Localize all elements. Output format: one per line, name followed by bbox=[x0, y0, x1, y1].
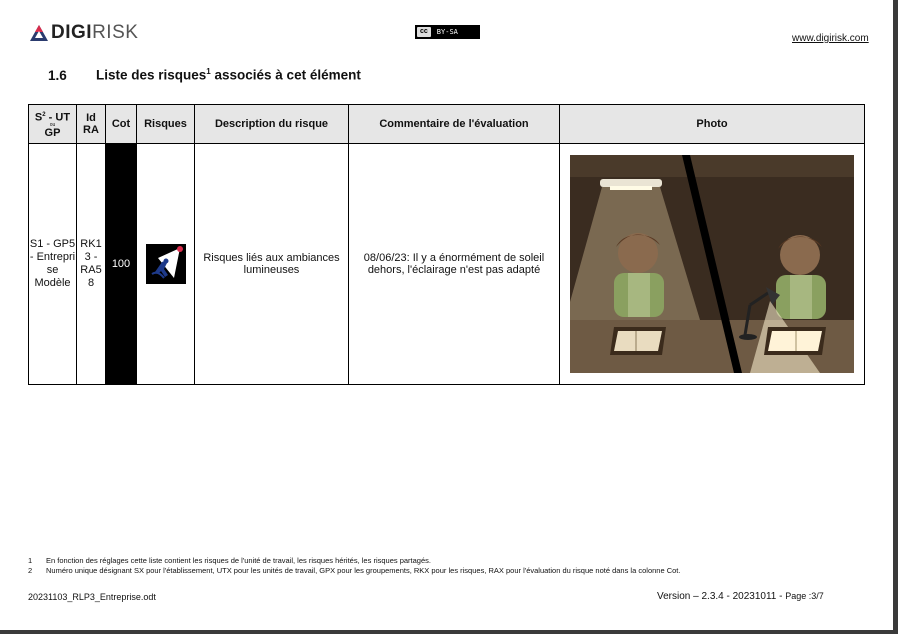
header-id-ra: Id RA bbox=[77, 105, 106, 144]
section-heading bbox=[48, 67, 361, 83]
table-header-row bbox=[29, 105, 865, 144]
header-photo: Photo bbox=[560, 105, 865, 144]
footer-filename: 20231103_RLP3_Entreprise.odt bbox=[28, 592, 156, 602]
website-link[interactable]: www.digirisk.com bbox=[792, 33, 869, 44]
header-risques: Risques bbox=[137, 105, 195, 144]
digirisk-logo bbox=[30, 22, 138, 44]
cell-photo bbox=[560, 144, 865, 385]
section-title: Liste des risques bbox=[96, 67, 207, 83]
footnote-ref: 1 bbox=[206, 67, 211, 76]
footer-version: Version – 2.3.4 - 20231011 - Page :3/7 bbox=[657, 591, 824, 602]
logo-triangle-icon bbox=[30, 25, 48, 41]
section-title-rest: associés à cet élément bbox=[210, 67, 361, 83]
license-label: BY-SA bbox=[436, 28, 458, 36]
header-description: Description du risque bbox=[195, 105, 349, 144]
footnote: 2 Numéro unique désignant SX pour l'établissement, UTX pour les unités de travail, GPX pour les groupements, RKX pour les risques, RAX pour l'évaluation du risque noté dans la colonne Cot. bbox=[28, 566, 681, 575]
section-number: 1.6 bbox=[48, 67, 67, 83]
risk-table bbox=[28, 104, 865, 385]
cell-cot: 100 bbox=[106, 144, 137, 385]
cc-license-badge bbox=[415, 25, 480, 39]
cell-risk-icon bbox=[137, 144, 195, 385]
footnote: 1 En fonction des réglages cette liste contient les risques de l'unité de travail, les risques hérités, les risques partagés. bbox=[28, 556, 431, 565]
logo-text-light: RISK bbox=[92, 22, 139, 43]
page-edge bbox=[0, 630, 898, 634]
cell-id-ra: RK1 3 - RA5 8 bbox=[77, 144, 106, 385]
page-edge bbox=[893, 0, 898, 634]
header-commentaire: Commentaire de l'évaluation bbox=[349, 105, 560, 144]
page-number: Page :3/7 bbox=[785, 591, 824, 601]
footnotes bbox=[28, 556, 680, 576]
header-cot: Cot bbox=[106, 105, 137, 144]
header-s-ut-gp: $S^2$ - UT ou GP bbox=[29, 105, 77, 144]
cell-s-ut-gp: S1 - GP5 - Entrepri se Modèle bbox=[29, 144, 77, 385]
lighting-risk-icon bbox=[146, 244, 186, 284]
logo-text-bold: DIGI bbox=[51, 22, 93, 43]
risk-illustration bbox=[570, 155, 854, 373]
cc-icon: cc bbox=[417, 27, 431, 37]
table-row bbox=[29, 144, 865, 385]
cell-description: Risques liés aux ambiances lumineuses bbox=[195, 144, 349, 385]
cell-commentaire: 08/06/23: Il y a énormément de soleil dehors, l'éclairage n'est pas adapté bbox=[349, 144, 560, 385]
